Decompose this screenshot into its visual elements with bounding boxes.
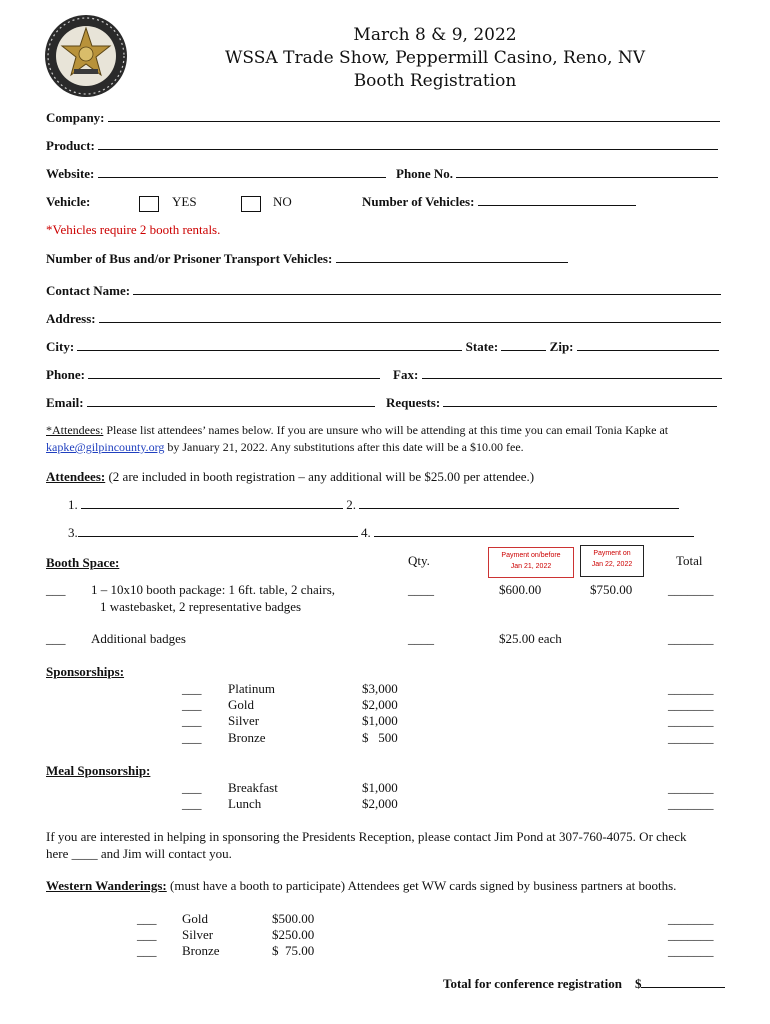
ww-gold-blank[interactable]: ___ — [137, 911, 157, 926]
badges-total-field[interactable]: _______ — [668, 631, 714, 646]
vehicle-no-label: NO — [273, 194, 292, 209]
vehicle-note: *Vehicles require 2 booth rentals. — [46, 222, 221, 237]
package-description-line1: 1 – 10x10 booth package: 1 6ft. table, 2 chairs, — [91, 582, 336, 597]
western-wanderings-text: (must have a booth to participate) Attendees get WW cards signed by business partners at booths. — [166, 878, 677, 893]
event-date: March 8 & 9, 2022 — [353, 25, 517, 45]
address-field[interactable] — [99, 311, 721, 323]
bronze-total-field[interactable]: _______ — [668, 730, 714, 745]
email-label: Email: — [46, 395, 84, 410]
event-title: WSSA Trade Show, Peppermill Casino, Reno, NV — [224, 48, 646, 68]
payment-on-box — [580, 545, 644, 577]
attendee-3-field[interactable] — [78, 525, 358, 537]
num-vehicles-field[interactable] — [478, 194, 636, 206]
lunch-price: $2,000 — [362, 796, 398, 811]
attendee-2-field[interactable] — [359, 497, 679, 509]
payment-on-line2: Jan 22, 2022 — [591, 561, 633, 568]
payment-before-line2: Jan 21, 2022 — [510, 563, 552, 570]
ww-gold-label: Gold — [182, 911, 208, 926]
ww-silver-label: Silver — [182, 927, 214, 942]
attendee-4-field[interactable] — [374, 525, 694, 537]
phone-no-field[interactable] — [456, 166, 718, 178]
address-label: Address: — [46, 311, 96, 326]
website-label: Website: — [46, 166, 95, 181]
city-field[interactable] — [77, 339, 462, 351]
bronze-price: $ 500 — [362, 730, 398, 745]
ww-bronze-label: Bronze — [182, 943, 220, 958]
package-qty-blank-left[interactable]: ___ — [46, 582, 66, 597]
gold-label: Gold — [228, 697, 254, 712]
attendee-2-number: 2. — [346, 497, 356, 512]
bronze-label: Bronze — [228, 730, 266, 745]
ww-silver-price: $250.00 — [272, 927, 315, 942]
phone-label: Phone: — [46, 367, 85, 382]
gold-price: $2,000 — [362, 697, 398, 712]
state-label: State: — [465, 339, 499, 354]
breakfast-label: Breakfast — [228, 780, 278, 795]
payment-before-line1: Payment on/before — [501, 552, 561, 559]
package-description-line2: 1 wastebasket, 2 representative badges — [100, 599, 302, 614]
phone-field[interactable] — [88, 367, 380, 379]
state-field[interactable] — [501, 339, 546, 351]
western-wanderings-heading: Western Wanderings: — [46, 878, 167, 893]
vehicle-yes-label: YES — [172, 194, 197, 209]
contact-label: Contact Name: — [46, 283, 131, 298]
reception-text-line1: If you are interested in helping in sponsoring the Presidents Reception, please contact Jim Pond at 307-760-4075. Or check — [46, 829, 687, 844]
reception-text-line2: here ____ and Jim will contact you. — [46, 846, 232, 861]
package-total-field[interactable]: _______ — [668, 582, 714, 597]
requests-label: Requests: — [386, 395, 441, 410]
bronze-blank[interactable]: ___ — [182, 730, 202, 745]
badges-blank-left[interactable]: ___ — [46, 631, 66, 646]
company-label: Company: — [46, 110, 105, 125]
sponsorships-heading: Sponsorships: — [46, 664, 125, 679]
total-registration-field[interactable] — [641, 976, 725, 988]
num-vehicles-label: Number of Vehicles: — [362, 194, 475, 209]
platinum-blank[interactable]: ___ — [182, 681, 202, 696]
gold-blank[interactable]: ___ — [182, 697, 202, 712]
zip-field[interactable] — [577, 339, 719, 351]
sheriff-seal-logo — [44, 14, 128, 98]
total-dollar-sign: $ — [634, 976, 642, 991]
vehicle-no-checkbox[interactable] — [241, 196, 261, 212]
package-qty-field[interactable]: ____ — [408, 582, 434, 597]
attendees-text: (2 are included in booth registration – any additional will be $25.00 per attendee.) — [105, 469, 535, 484]
contact-field[interactable] — [133, 283, 721, 295]
total-registration-label: Total for conference registration — [443, 976, 622, 991]
badges-price: $25.00 each — [499, 631, 562, 646]
ww-bronze-blank[interactable]: ___ — [137, 943, 157, 958]
vehicle-yes-checkbox[interactable] — [139, 196, 159, 212]
attendee-note-text2: by January 21, 2022. Any substitutions after this date will be a $10.00 fee. — [164, 440, 524, 454]
bus-label: Number of Bus and/or Prisoner Transport Vehicles: — [46, 251, 333, 266]
booth-space-heading: Booth Space: — [46, 555, 120, 570]
vehicle-label: Vehicle: — [46, 194, 91, 209]
attendee-3-number: 3. — [68, 525, 78, 540]
ww-gold-total-field[interactable]: _______ — [668, 911, 714, 926]
bus-field[interactable] — [336, 251, 568, 263]
package-price-after: $750.00 — [590, 582, 633, 597]
ww-gold-price: $500.00 — [272, 911, 315, 926]
lunch-label: Lunch — [228, 796, 262, 811]
lunch-blank[interactable]: ___ — [182, 796, 202, 811]
company-field[interactable] — [108, 110, 720, 122]
attendee-note-text1: Please list attendees’ names below. If you are unsure who will be attending at this time you can email Tonia Kapke at — [103, 423, 669, 437]
fax-label: Fax: — [393, 367, 419, 382]
lunch-total-field[interactable]: _______ — [668, 796, 714, 811]
badges-qty-field[interactable]: ____ — [408, 631, 434, 646]
attendee-1-field[interactable] — [81, 497, 343, 509]
ww-silver-total-field[interactable]: _______ — [668, 927, 714, 942]
breakfast-price: $1,000 — [362, 780, 398, 795]
zip-label: Zip: — [549, 339, 574, 354]
silver-blank[interactable]: ___ — [182, 713, 202, 728]
attendee-note-line1 — [46, 423, 668, 438]
payment-before-box — [488, 547, 574, 578]
form-title: Booth Registration — [353, 71, 517, 91]
meal-sponsorship-heading: Meal Sponsorship: — [46, 763, 151, 778]
attendee-note-line2 — [46, 440, 524, 455]
attendee-note-label: *Attendees: — [46, 423, 104, 437]
product-label: Product: — [46, 138, 95, 153]
breakfast-total-field[interactable]: _______ — [668, 780, 714, 795]
total-header: Total — [676, 553, 703, 568]
attendee-4-number: 4. — [361, 525, 371, 540]
email-field[interactable] — [87, 395, 375, 407]
requests-field[interactable] — [443, 395, 717, 407]
gold-total-field[interactable]: _______ — [668, 697, 714, 712]
attendee-1-number: 1. — [68, 497, 78, 512]
product-field[interactable] — [98, 138, 718, 150]
ww-silver-blank[interactable]: ___ — [137, 927, 157, 942]
city-label: City: — [46, 339, 75, 354]
platinum-price: $3,000 — [362, 681, 398, 696]
phone-no-label: Phone No. — [396, 166, 454, 181]
qty-header: Qty. — [408, 553, 430, 568]
silver-label: Silver — [228, 713, 260, 728]
platinum-total-field[interactable]: _______ — [668, 681, 714, 696]
ww-bronze-price: $ 75.00 — [272, 943, 315, 958]
package-price-before: $600.00 — [499, 582, 542, 597]
contact-email-link[interactable]: kapke@gilpincounty.org — [46, 440, 165, 454]
badges-label: Additional badges — [91, 631, 186, 646]
breakfast-blank[interactable]: ___ — [182, 780, 202, 795]
website-field[interactable] — [98, 166, 386, 178]
attendees-label: Attendees: — [46, 469, 106, 484]
silver-total-field[interactable]: _______ — [668, 713, 714, 728]
fax-field[interactable] — [422, 367, 722, 379]
payment-on-line1: Payment on — [593, 550, 631, 557]
silver-price: $1,000 — [362, 713, 398, 728]
platinum-label: Platinum — [228, 681, 275, 696]
ww-bronze-total-field[interactable]: _______ — [668, 943, 714, 958]
